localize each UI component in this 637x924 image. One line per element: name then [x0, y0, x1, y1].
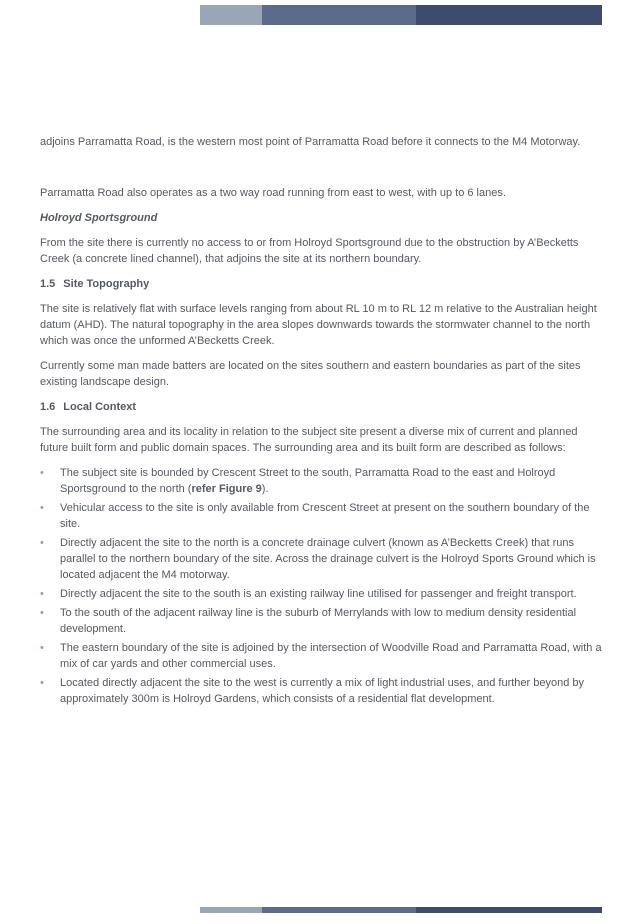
continuation-paragraph: adjoins Parramatta Road, is the western most point of Parramatta Road before it connects to the M4 Motorway.	[40, 136, 581, 148]
parramatta-paragraph: Parramatta Road also operates as a two way road running from east to west, with up to 6 lanes.	[40, 187, 506, 199]
section-heading-local-context	[40, 399, 602, 415]
list-item-text: Directly adjacent the site to the south is an existing railway line utilised for passenger and freight transport.	[60, 588, 577, 600]
list-item	[40, 535, 602, 583]
section-number: 1.5	[40, 278, 56, 290]
list-item-text: Located directly adjacent the site to the west is currently a mix of light industrial uses, and further beyond by approximately 300m is Holroyd Gardens, which consists of a residential flat development.	[60, 677, 584, 705]
list-item-text: The subject site is bounded by Crescent Street to the south, Parramatta Road to the east and Holroyd Sportsground to the north (	[60, 467, 556, 495]
list-item	[40, 605, 602, 637]
list-item	[40, 586, 602, 602]
section-number: 1.6	[40, 401, 56, 413]
list-item-text: To the south of the adjacent railway line is the suburb of Merrylands with low to medium density residential development.	[60, 607, 577, 635]
bullet-icon: •	[40, 502, 44, 514]
list-item	[40, 640, 602, 672]
topography-paragraph-2: Currently some man made batters are located on the sites southern and eastern boundaries as part of the sites existing landscape design.	[40, 360, 581, 388]
bullet-icon: •	[40, 642, 44, 654]
header-band-segment-light	[200, 5, 262, 25]
local-context-list	[40, 465, 602, 707]
topography-paragraph-1: The site is relatively flat with surface levels ranging from about RL 10 m to RL 12 m relative to the Australian height datum (AHD). The natural topography in the area slopes downwards towards the stormwater channel to the north which was once the unformed A’Becketts Creek.	[40, 303, 597, 347]
local-context-intro: The surrounding area and its locality in relation to the subject site present a diverse mix of current and planned future built form and public domain spaces. The surrounding area and its built form are described as follows:	[40, 426, 578, 454]
list-item-text: Vehicular access to the site is only available from Crescent Street at present on the southern boundary of the site.	[60, 502, 590, 530]
holroyd-subheading: Holroyd Sportsground	[40, 212, 158, 224]
bullet-icon: •	[40, 537, 44, 549]
bullet-icon: •	[40, 677, 44, 689]
figure-reference: refer Figure 9	[191, 483, 262, 495]
list-item-text: Directly adjacent the site to the north is a concrete drainage culvert (known as A’Becketts Creek) that runs parallel to the northern boundary of the site. Across the drainage culvert is the Holroyd Sports Ground which is located adjacent the M4 motorway.	[60, 537, 596, 581]
list-item-text: The eastern boundary of the site is adjoined by the intersection of Woodville Road and Parramatta Road, with a mix of car yards and other commercial uses.	[60, 642, 602, 670]
footer-color-band	[200, 907, 602, 913]
footer-band-segment-mid	[262, 907, 416, 913]
header-color-band	[200, 5, 602, 25]
section-title: Site Topography	[63, 278, 150, 290]
footer-band-segment-light	[200, 907, 262, 913]
bullet-icon: •	[40, 467, 44, 479]
document-body	[40, 134, 602, 710]
header-band-segment-mid	[262, 5, 416, 25]
bullet-icon: •	[40, 607, 44, 619]
bullet-icon: •	[40, 588, 44, 600]
list-item	[40, 465, 602, 497]
list-item	[40, 675, 602, 707]
holroyd-paragraph: From the site there is currently no access to or from Holroyd Sportsground due to the obstruction by A’Becketts Creek (a concrete lined channel), that adjoins the site at its northern boundary.	[40, 237, 579, 265]
list-item-text-end: ).	[261, 483, 269, 495]
list-item	[40, 500, 602, 532]
section-title: Local Context	[63, 401, 137, 413]
footer-band-segment-dark	[416, 907, 602, 913]
section-heading-topography	[40, 276, 602, 292]
header-band-segment-dark	[416, 5, 602, 25]
